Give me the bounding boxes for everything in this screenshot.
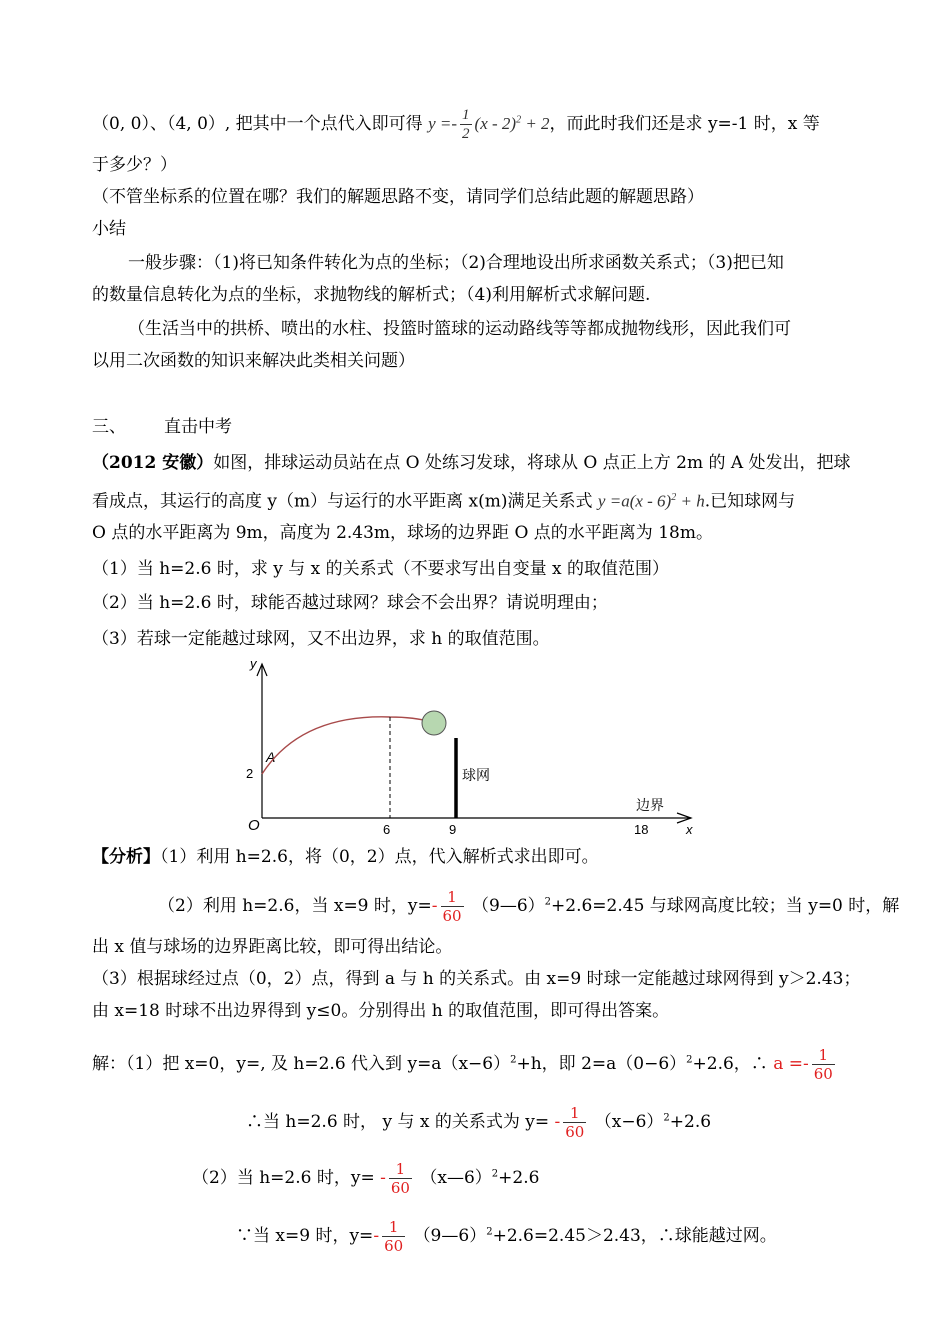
fraction: $\frac{1}{60}$ — [813, 1046, 833, 1083]
x-tick-6: 6 — [383, 822, 391, 837]
y-axis-label: y — [250, 656, 257, 671]
question-source: （2012 安徽） — [92, 453, 214, 473]
analysis-line-1: 【分析】（1）利用 h=2.6，将（0，2）点，代入解析式求出即可。 — [92, 847, 599, 867]
question-line-1: （2012 安徽）如图，排球运动员站在点 O 处练习发球，将球从 O 点正上方 2m 的 A 处发出，把球 — [92, 453, 851, 473]
text-line-8: 以用二次函数的知识来解决此类相关问题） — [92, 351, 415, 371]
x-axis-label: x — [686, 822, 693, 837]
fraction: $\frac{1}{60}$ — [442, 888, 462, 925]
x-tick-18: 18 — [634, 822, 649, 837]
solution-line-4: ∵当 x=9 时，y=- $\frac{1}{60}$ （9—6）$^2$+2.6=2.45＞2.43，∴球能越过网。 — [236, 1218, 777, 1255]
text-line-3: （不管坐标系的位置在哪？我们的解题思路不变，请同学们总结此题的解题思路） — [92, 187, 704, 207]
fraction: $\frac{1}{2}$ — [462, 107, 470, 142]
net-label: 球网 — [462, 767, 490, 783]
summary-heading: 小结 — [92, 219, 126, 239]
text-line-7: （生活当中的拱桥、喷出的水柱、投篮时篮球的运动路线等等都成抛物线形，因此我们可 — [128, 319, 791, 339]
text-line-2: 于多少？） — [92, 155, 177, 175]
text-span: （0, 0）、（4, 0）, 把其中一个点代入即可得 — [92, 114, 423, 134]
question-part-2: （2）当 h=2.6 时，球能否越过球网？球会不会出界？请说明理由； — [92, 593, 608, 613]
text-line-6: 的数量信息转化为点的坐标，求抛物线的解析式；（4)利用解析式求解问题. — [92, 285, 651, 305]
section-heading: 三、 直击中考 — [92, 417, 232, 437]
text-line-1 — [92, 106, 820, 143]
fraction: $\frac{1}{60}$ — [384, 1218, 404, 1255]
question-line-2: 看成点，其运行的高度 y（m）与运行的水平距离 x(m)满足关系式 y =a(x - 6)$^2$ + h.已知球网与 — [92, 491, 796, 512]
text-span: ，而此时我们还是求 y=-1 时，x 等 — [549, 114, 820, 134]
math-var: y — [428, 114, 436, 133]
question-part-1: （1）当 h=2.6 时，求 y 与 x 的关系式（不要求写出自变量 x 的取值范围） — [92, 559, 670, 579]
point-a-label: A — [266, 749, 276, 765]
boundary-label: 边界 — [636, 797, 664, 813]
y-tick-2: 2 — [246, 766, 254, 781]
volleyball-figure — [236, 654, 706, 840]
math-eq: =- — [435, 114, 458, 133]
math-expr: (x - 2) — [474, 114, 517, 133]
analysis-line-5: 由 x=18 时球不出边界得到 y≤0。分别得出 h 的取值范围，即可得出答案。 — [92, 1001, 670, 1021]
fraction: $\frac{1}{60}$ — [390, 1160, 410, 1197]
ball — [422, 711, 446, 735]
origin-label: O — [248, 817, 260, 834]
question-part-3: （3）若球一定能越过球网，又不出边界，求 h 的取值范围。 — [92, 629, 550, 649]
solution-line-3: （2）当 h=2.6 时，y= - $\frac{1}{60}$ （x—6）$^2$+2.6 — [192, 1160, 540, 1197]
text-line-5: 一般步骤：（1)将已知条件转化为点的坐标；（2)合理地设出所求函数关系式；（3)把已知 — [128, 253, 784, 273]
question-line-3: O 点的水平距离为 9m，高度为 2.43m，球场的边界距 O 点的水平距离为 18m。 — [92, 523, 713, 543]
math-expr: y =a(x - 6) — [597, 491, 672, 511]
trajectory-curve — [262, 717, 432, 774]
solution-line-1: 解：（1）把 x=0，y=, 及 h=2.6 代入到 $y=a(x-6)^2+h$，即 $2=a(0-6)^2+2.6$，∴ a =- $\frac{1}{60}$ — [92, 1046, 833, 1083]
exponent: 2 — [516, 114, 522, 126]
solution-line-2: ∴当 h=2.6 时， y 与 x 的关系式为 y= - $\frac{1}{60}$ $(x-6)^2+2.6$ — [246, 1104, 712, 1141]
analysis-line-4: （3）根据球经过点（0，2）点，得到 a 与 h 的关系式。由 x=9 时球一定能越过球网得到 y＞2.43； — [92, 969, 861, 989]
analysis-line-3: 出 x 值与球场的边界距离比较，即可得出结论。 — [92, 937, 453, 957]
math-expr: + 2 — [521, 114, 550, 133]
analysis-tag: 【分析】 — [92, 847, 160, 867]
x-tick-9: 9 — [449, 822, 457, 837]
analysis-line-2: （2）利用 h=2.6，当 x=9 时，y=- $\frac{1}{60}$ （9—6）$^2$+2.6=2.45 与球网高度比较；当 y=0 时，解 — [158, 888, 900, 925]
fraction: $\frac{1}{60}$ — [565, 1104, 585, 1141]
